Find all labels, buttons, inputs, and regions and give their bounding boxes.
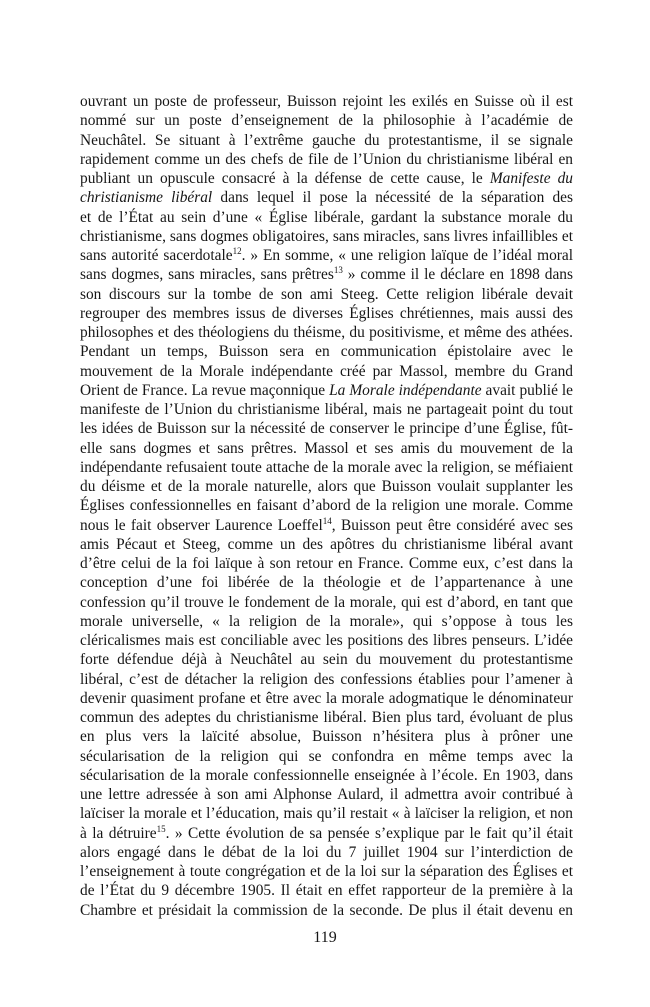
- text-line: [80, 862, 573, 881]
- text-line: [80, 689, 573, 708]
- text-run: nommé sur un poste d’enseignement de la philosophie à l’académie de: [80, 112, 573, 130]
- footnote-ref: 13: [333, 265, 343, 276]
- text-run: amis Pécaut et Steeg, comme un des apôtres du christianisme libéral avant: [80, 535, 573, 553]
- text-line: [80, 516, 573, 535]
- text-line: [80, 419, 573, 438]
- text-run: sans dogmes, sans miracles, sans prêtres: [80, 266, 334, 284]
- text-run: avait publié le: [481, 381, 573, 399]
- text-run: confession qu’il trouve le fondement de la morale, qui est d’abord, en tant que: [80, 593, 573, 611]
- text-run: laïciser la morale et l’éducation, mais qu’il restait « à laïciser la religion, et non: [80, 805, 573, 823]
- text-run: rapidement comme un des chefs de file de l’Union du christianisme libéral en: [80, 150, 573, 168]
- text-run: philosophes et des théologiens du théisme, du positivisme, et même des athées.: [80, 324, 573, 341]
- text-run: Églises confessionnelles en faisant d’abord de la religion une morale. Comme: [80, 497, 573, 515]
- text-line: [80, 785, 573, 804]
- text-line: [80, 650, 573, 669]
- text-line: [80, 265, 573, 284]
- text-run: publiant un opuscule consacré à la défense de cette cause, le: [80, 170, 490, 187]
- text-run: sans autorité sacerdotale: [80, 247, 233, 264]
- text-line: [80, 285, 573, 304]
- text-line: [80, 362, 573, 381]
- text-line: [80, 208, 573, 227]
- text-line: [80, 169, 573, 188]
- text-line: [80, 727, 573, 746]
- text-run: . » En somme, « une religion laïque de l’idéal moral: [241, 247, 573, 264]
- text-line: [80, 766, 573, 785]
- text-line: [80, 342, 573, 361]
- text-line: [80, 477, 573, 496]
- text-run: son discours sur la tombe de son ami Steeg. Cette religion libérale devait: [80, 285, 573, 303]
- italic-title: christianisme libéral: [80, 189, 213, 207]
- text-run: en plus vers la laïcité absolue, Buisson n’hésitera plus à prôner une: [80, 728, 573, 746]
- text-line: [80, 843, 573, 862]
- text-run: du déisme et de la morale naturelle, alors que Buisson voulait supplanter les: [80, 478, 573, 495]
- text-run: » comme il le déclare en 1898 dans: [342, 266, 573, 284]
- text-run: sécularisation de la morale confessionnelle enseignée à l’école. En 1903, dans: [80, 766, 573, 784]
- text-run: nous le fait observer Laurence Loeffel: [80, 516, 323, 534]
- text-run: les idées de Buisson sur la nécessité de conserver le principe d’une Église, fût-: [80, 420, 573, 438]
- text-line: [80, 593, 573, 612]
- text-line: [80, 92, 573, 111]
- text-run: ouvrant un poste de professeur, Buisson rejoint les exilés en Suisse où il est: [80, 93, 573, 110]
- text-run: commun des adeptes du christianisme libéral. Bien plus tard, évoluant de plus: [80, 709, 573, 726]
- footnote-ref: 15: [156, 823, 166, 834]
- text-run: cléricalismes mais est conciliable avec les positions des libres penseurs. L’idée: [80, 632, 573, 649]
- page-number: 119: [313, 929, 337, 946]
- text-run: mouvement de la Morale indépendante créé par Massol, membre du Grand: [80, 362, 573, 380]
- text-line: [80, 535, 573, 554]
- text-run: conception d’une foi libérée de la théologie et de l’appartenance à une: [80, 574, 573, 592]
- text-run: morale universelle, « la religion de la morale», qui s’oppose à tous les: [80, 612, 573, 630]
- text-run: sécularisation de la religion qui se confondra en même temps avec la: [80, 747, 573, 765]
- text-line: [80, 458, 573, 477]
- text-line: [80, 381, 573, 400]
- text-run: alors engagé dans le débat de la loi du 7 juillet 1904 sur l’interdiction de: [80, 843, 573, 861]
- text-run: Orient de France. La revue maçonnique: [80, 381, 330, 399]
- body-text: [80, 92, 573, 920]
- text-line: [80, 150, 573, 169]
- italic-title: La Morale indépendante: [329, 381, 482, 399]
- text-line: [80, 496, 573, 515]
- text-line: [80, 246, 573, 265]
- text-line: [80, 227, 573, 246]
- text-line: [80, 708, 573, 727]
- text-run: indépendante refusaient toute attache de la morale avec la religion, se méfiaient: [80, 458, 573, 476]
- text-run: Pendant un temps, Buisson sera en communication épistolaire avec le: [80, 343, 573, 361]
- text-line: [80, 747, 573, 766]
- text-run: une lettre adressée à son ami Alphonse Aulard, il admettra avoir contribué à: [80, 786, 573, 803]
- text-run: . » Cette évolution de sa pensée s’explique par le fait qu’il était: [165, 824, 573, 842]
- text-line: [80, 439, 573, 458]
- text-run: manifeste de l’Union du christianisme libéral, mais ne partageait point du tout: [80, 401, 573, 418]
- italic-title: Manifeste du: [489, 170, 573, 187]
- text-line: [80, 554, 573, 573]
- text-line: [80, 400, 573, 419]
- text-line: [80, 804, 573, 823]
- text-line: [80, 111, 573, 130]
- text-line: [80, 131, 573, 150]
- text-run: forte défendue déjà à Neuchâtel au sein du mouvement du protestantisme: [80, 651, 573, 669]
- text-line: [80, 188, 573, 207]
- footnote-ref: 14: [322, 515, 332, 526]
- text-line: [80, 824, 573, 843]
- text-run: Neuchâtel. Se situant à l’extrême gauche du protestantisme, il se signale: [80, 131, 573, 149]
- text-run: l’enseignement à toute congrégation et de la loi sur la séparation des Églises et: [80, 863, 573, 880]
- text-run: , Buisson peut être considéré avec ses: [331, 516, 573, 534]
- footnote-ref: 12: [232, 246, 242, 256]
- text-run: elle sans dogmes et sans prêtres. Massol et ses amis du mouvement de la: [80, 439, 573, 457]
- text-run: christianisme, sans dogmes obligatoires, sans miracles, sans livres infaillibles et: [80, 227, 573, 245]
- text-line: [80, 612, 573, 631]
- text-line: [80, 670, 573, 689]
- text-line: [80, 323, 573, 342]
- text-run: et de l’État au sein d’une « Église libérale, gardant la substance morale du: [80, 208, 573, 226]
- text-run: Chambre et présidait la commission de la seconde. De plus il était devenu en: [80, 901, 573, 919]
- text-run: dans lequel il pose la nécessité de la séparation des: [220, 189, 573, 207]
- text-line: [80, 631, 573, 650]
- text-run: regrouper des membres issus de diverses Églises chrétiennes, mais aussi des: [80, 304, 573, 322]
- text-line: [80, 881, 573, 900]
- text-run: à la détruire: [80, 824, 157, 842]
- text-run: d’être celui de la foi laïque à son retour en France. Comme eux, c’est dans la: [80, 555, 573, 572]
- text-run: de l’État du 9 décembre 1905. Il était en effet rapporteur de la première à la: [80, 882, 573, 900]
- text-line: [80, 304, 573, 323]
- text-run: devenir quasiment profane et être avec la morale adogmatique le dénominateur: [80, 689, 573, 707]
- text-line: [80, 901, 573, 920]
- text-line: [80, 573, 573, 592]
- text-run: libéral, c’est de détacher la religion des confessions établies pour l’amener à: [80, 670, 573, 688]
